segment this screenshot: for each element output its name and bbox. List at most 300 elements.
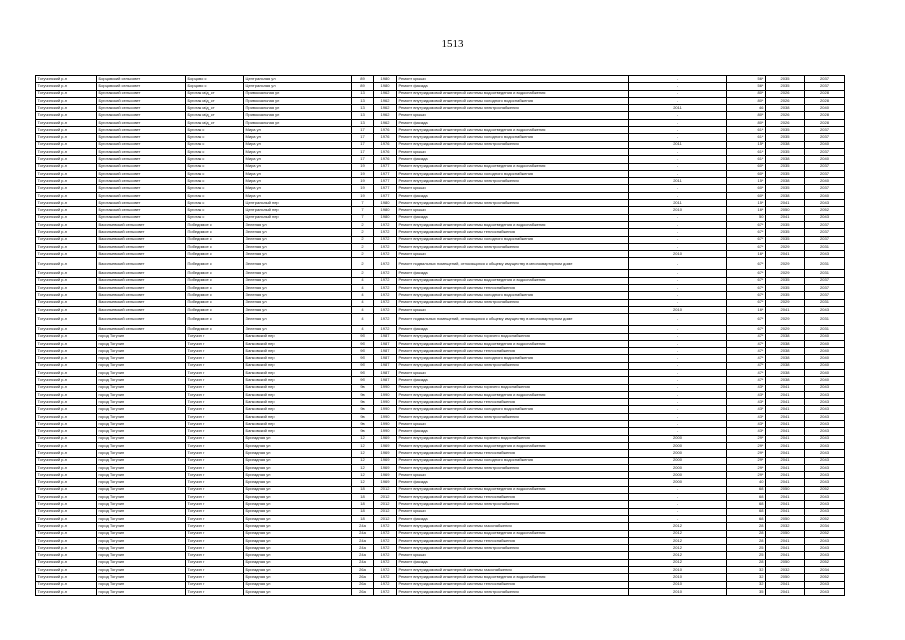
municipality-cell: город Тогучин <box>97 472 186 479</box>
house-number-cell: 7 <box>352 207 374 214</box>
plan-start-cell: 2035 <box>766 292 805 299</box>
year-built-cell: 1980 <box>374 207 397 214</box>
settlement-cell: Буготак с <box>186 185 244 192</box>
plan-start-cell: 2041 <box>766 251 805 258</box>
last-repair-year-cell: 2011 <box>629 105 727 112</box>
settlement-cell: Тогучин г <box>186 486 244 493</box>
last-repair-year-cell: - <box>629 486 727 493</box>
plan-start-cell: 2032 <box>766 523 805 530</box>
table-row <box>36 406 845 413</box>
wear-percent-cell: 43* <box>727 421 766 428</box>
plan-end-cell: 2043 <box>805 384 845 391</box>
street-cell: Зеленая ул <box>244 306 352 313</box>
house-number-cell: 24а <box>352 537 374 544</box>
house-number-cell: 12 <box>352 464 374 471</box>
table-row <box>36 105 845 112</box>
last-repair-year-cell: - <box>629 170 727 177</box>
wear-percent-cell: 61* <box>727 148 766 155</box>
year-built-cell: 1962 <box>374 105 397 112</box>
municipality-cell: Буготакский сельсовет <box>97 90 186 97</box>
street-cell: Банковский пер <box>244 377 352 384</box>
last-repair-year-cell: - <box>629 377 727 384</box>
district-cell: Тогучинский р-н <box>36 435 97 442</box>
wear-percent-cell: 47* <box>727 355 766 362</box>
year-built-cell: 1976 <box>374 148 397 155</box>
street-cell: Зеленая ул <box>244 251 352 258</box>
municipality-cell: город Тогучин <box>97 530 186 537</box>
last-repair-year-cell: 2010 <box>629 574 727 581</box>
municipality-cell: Буготакский сельсовет <box>97 207 186 214</box>
settlement-cell: Буготак с <box>186 141 244 148</box>
plan-end-cell: 2043 <box>805 581 845 588</box>
district-cell: Тогучинский р-н <box>36 377 97 384</box>
municipality-cell: Васильевский сельсовет <box>97 221 186 228</box>
house-number-cell: 4 <box>352 306 374 313</box>
house-number-cell: 24а <box>352 523 374 530</box>
wear-percent-cell: 16* <box>727 207 766 214</box>
plan-end-cell: 2040 <box>805 377 845 384</box>
district-cell: Тогучинский р-н <box>36 258 97 270</box>
settlement-cell: Тогучин г <box>186 384 244 391</box>
house-number-cell: 12 <box>352 457 374 464</box>
year-built-cell: 1962 <box>374 119 397 126</box>
district-cell: Тогучинский р-н <box>36 406 97 413</box>
plan-start-cell: 2038 <box>766 192 805 199</box>
municipality-cell: город Тогучин <box>97 450 186 457</box>
last-repair-year-cell: - <box>629 277 727 284</box>
municipality-cell: Васильевский сельсовет <box>97 277 186 284</box>
plan-start-cell: 2038 <box>766 105 805 112</box>
municipality-cell: Буготакский сельсовет <box>97 192 186 199</box>
house-number-cell: 9б <box>352 362 374 369</box>
municipality-cell: Буготакский сельсовет <box>97 97 186 104</box>
settlement-cell: Тогучин г <box>186 472 244 479</box>
settlement-cell: Тогучин г <box>186 421 244 428</box>
year-built-cell: 1987 <box>374 355 397 362</box>
year-built-cell: 1987 <box>374 362 397 369</box>
plan-start-cell: 2026 <box>766 119 805 126</box>
settlement-cell: Победимое с <box>186 299 244 306</box>
municipality-cell: город Тогучин <box>97 413 186 420</box>
table-row <box>36 552 845 559</box>
table-row <box>36 581 845 588</box>
year-built-cell: 1977 <box>374 170 397 177</box>
wear-percent-cell: 50 <box>727 214 766 221</box>
table-row <box>36 457 845 464</box>
year-built-cell: 1972 <box>374 588 397 595</box>
work-type-cell: Ремонт внутридомовой инженерной системы горячего водоснабжения <box>397 435 629 442</box>
house-number-cell: 26а <box>352 588 374 595</box>
plan-start-cell: 2035 <box>766 76 805 83</box>
table-row <box>36 141 845 148</box>
table-row <box>36 588 845 595</box>
district-cell: Тогучинский р-н <box>36 229 97 236</box>
settlement-cell: Победимое с <box>186 270 244 277</box>
street-cell: Банковский пер <box>244 413 352 420</box>
work-type-cell: Ремонт внутридомовой инженерной системы электроснабжения <box>397 588 629 595</box>
plan-end-cell: 2040 <box>805 105 845 112</box>
plan-end-cell: 2043 <box>805 214 845 221</box>
last-repair-year-cell: 2000 <box>629 472 727 479</box>
district-cell: Тогучинский р-н <box>36 457 97 464</box>
table-row <box>36 292 845 299</box>
table-row <box>36 314 845 326</box>
plan-start-cell: 2041 <box>766 450 805 457</box>
table-row <box>36 178 845 185</box>
house-number-cell: 17 <box>352 134 374 141</box>
table-row <box>36 251 845 258</box>
wear-percent-cell: 47* <box>727 340 766 347</box>
wear-percent-cell: 28 <box>727 537 766 544</box>
work-type-cell: Ремонт внутридомовой инженерной системы водоотведения и водоснабжения <box>397 486 629 493</box>
work-type-cell: Ремонт крыши <box>397 112 629 119</box>
last-repair-year-cell: - <box>629 192 727 199</box>
district-cell: Тогучинский р-н <box>36 348 97 355</box>
work-type-cell: Ремонт внутридомовой инженерной системы холодного водоснабжения <box>397 406 629 413</box>
year-built-cell: 1990 <box>374 428 397 435</box>
plan-end-cell: 2052 <box>805 207 845 214</box>
last-repair-year-cell: - <box>629 384 727 391</box>
district-cell: Тогучинский р-н <box>36 314 97 326</box>
plan-start-cell: 2041 <box>766 588 805 595</box>
house-number-cell: 2 <box>352 243 374 250</box>
table-row <box>36 369 845 376</box>
house-number-cell: 9б <box>352 348 374 355</box>
work-type-cell: Ремонт внутридомовой инженерной системы электроснабжения <box>397 362 629 369</box>
settlement-cell: Тогучин г <box>186 552 244 559</box>
street-cell: Зеленая ул <box>244 243 352 250</box>
plan-start-cell: 2041 <box>766 552 805 559</box>
wear-percent-cell: 43* <box>727 391 766 398</box>
work-type-cell: Ремонт внутридомовой инженерной системы электроснабжения <box>397 200 629 207</box>
house-number-cell: 9в <box>352 384 374 391</box>
year-built-cell: 1976 <box>374 127 397 134</box>
last-repair-year-cell: 2010 <box>629 588 727 595</box>
municipality-cell: город Тогучин <box>97 523 186 530</box>
last-repair-year-cell: - <box>629 355 727 362</box>
house-number-cell: 2 <box>352 258 374 270</box>
district-cell: Тогучинский р-н <box>36 552 97 559</box>
house-number-cell: 18 <box>352 501 374 508</box>
municipality-cell: Буготакский сельсовет <box>97 148 186 155</box>
year-built-cell: 1969 <box>374 457 397 464</box>
wear-percent-cell: 67* <box>727 299 766 306</box>
house-number-cell: 13 <box>352 105 374 112</box>
municipality-cell: город Тогучин <box>97 464 186 471</box>
district-cell: Тогучинский р-н <box>36 105 97 112</box>
last-repair-year-cell: - <box>629 362 727 369</box>
last-repair-year-cell: - <box>629 494 727 501</box>
municipality-cell: Буготакский сельсовет <box>97 134 186 141</box>
municipality-cell: Буготакский сельсовет <box>97 119 186 126</box>
settlement-cell: Победимое с <box>186 221 244 228</box>
municipality-cell: город Тогучин <box>97 340 186 347</box>
work-type-cell: Ремонт внутридомовой инженерной системы теплоснабжения <box>397 537 629 544</box>
plan-end-cell: 2043 <box>805 399 845 406</box>
municipality-cell: город Тогучин <box>97 391 186 398</box>
settlement-cell: Тогучин г <box>186 515 244 522</box>
work-type-cell: Ремонт фасада <box>397 479 629 486</box>
plan-end-cell: 2028 <box>805 119 845 126</box>
settlement-cell: Борцово с <box>186 76 244 83</box>
work-type-cell: Ремонт внутридомовой инженерной системы теплоснабжения <box>397 348 629 355</box>
plan-start-cell: 2041 <box>766 428 805 435</box>
district-cell: Тогучинский р-н <box>36 299 97 306</box>
plan-end-cell: 2040 <box>805 362 845 369</box>
district-cell: Тогучинский р-н <box>36 119 97 126</box>
year-built-cell: 2012 <box>374 515 397 522</box>
house-number-cell: 9в <box>352 399 374 406</box>
wear-percent-cell: 67* <box>727 236 766 243</box>
last-repair-year-cell: - <box>629 127 727 134</box>
municipality-cell: Васильевский сельсовет <box>97 258 186 270</box>
house-number-cell: 89 <box>352 76 374 83</box>
municipality-cell: город Тогучин <box>97 399 186 406</box>
settlement-cell: Тогучин г <box>186 391 244 398</box>
settlement-cell: Тогучин г <box>186 545 244 552</box>
plan-end-cell: 2031 <box>805 326 845 333</box>
table-row <box>36 156 845 163</box>
plan-start-cell: 2041 <box>766 435 805 442</box>
district-cell: Тогучинский р-н <box>36 270 97 277</box>
settlement-cell: Тогучин г <box>186 530 244 537</box>
plan-start-cell: 2035 <box>766 277 805 284</box>
plan-start-cell: 2041 <box>766 501 805 508</box>
wear-percent-cell: 29* <box>727 435 766 442</box>
wear-percent-cell: 60* <box>727 185 766 192</box>
plan-start-cell: 2050 <box>766 515 805 522</box>
year-built-cell: 1969 <box>374 479 397 486</box>
last-repair-year-cell: - <box>629 236 727 243</box>
district-cell: Тогучинский р-н <box>36 214 97 221</box>
plan-start-cell: 2038 <box>766 348 805 355</box>
plan-start-cell: 2050 <box>766 486 805 493</box>
wear-percent-cell: 28 <box>727 530 766 537</box>
work-type-cell: Ремонт внутридомовой инженерной системы водоотведения и водоснабжения <box>397 90 629 97</box>
house-number-cell: 9в <box>352 406 374 413</box>
plan-start-cell: 2041 <box>766 214 805 221</box>
table-row <box>36 348 845 355</box>
wear-percent-cell: 68 <box>727 501 766 508</box>
street-cell: Мира ул <box>244 141 352 148</box>
last-repair-year-cell: 2000 <box>629 457 727 464</box>
district-cell: Тогучинский р-н <box>36 588 97 595</box>
wear-percent-cell: 67* <box>727 285 766 292</box>
year-built-cell: 1972 <box>374 221 397 228</box>
last-repair-year-cell: - <box>629 229 727 236</box>
wear-percent-cell: 67* <box>727 326 766 333</box>
district-cell: Тогучинский р-н <box>36 450 97 457</box>
municipality-cell: город Тогучин <box>97 362 186 369</box>
work-type-cell: Ремонт внутридомовой инженерной системы водоотведения и водоснабжения <box>397 391 629 398</box>
plan-end-cell: 2043 <box>805 464 845 471</box>
municipality-cell: Буготакский сельсовет <box>97 112 186 119</box>
table-row <box>36 545 845 552</box>
house-number-cell: 18 <box>352 515 374 522</box>
municipality-cell: город Тогучин <box>97 442 186 449</box>
table-row <box>36 435 845 442</box>
municipality-cell: город Тогучин <box>97 479 186 486</box>
year-built-cell: 1990 <box>374 384 397 391</box>
year-built-cell: 1980 <box>374 214 397 221</box>
settlement-cell: Тогучин г <box>186 523 244 530</box>
settlement-cell: Победимое с <box>186 314 244 326</box>
wear-percent-cell: 56* <box>727 83 766 90</box>
street-cell: Зеленая ул <box>244 299 352 306</box>
year-built-cell: 1962 <box>374 90 397 97</box>
house-number-cell: 17 <box>352 156 374 163</box>
district-cell: Тогучинский р-н <box>36 185 97 192</box>
municipality-cell: Васильевский сельсовет <box>97 270 186 277</box>
last-repair-year-cell: 2000 <box>629 435 727 442</box>
year-built-cell: 1962 <box>374 112 397 119</box>
district-cell: Тогучинский р-н <box>36 200 97 207</box>
street-cell: Банковский пер <box>244 421 352 428</box>
house-number-cell: 17 <box>352 141 374 148</box>
wear-percent-cell: 67* <box>727 270 766 277</box>
table-row <box>36 163 845 170</box>
settlement-cell: Тогучин г <box>186 581 244 588</box>
house-number-cell: 17 <box>352 127 374 134</box>
district-cell: Тогучинский р-н <box>36 391 97 398</box>
year-built-cell: 1972 <box>374 285 397 292</box>
plan-end-cell: 2043 <box>805 457 845 464</box>
work-type-cell: Ремонт крыши <box>397 306 629 313</box>
settlement-cell: Тогучин г <box>186 340 244 347</box>
plan-end-cell: 2028 <box>805 112 845 119</box>
settlement-cell: Тогучин г <box>186 479 244 486</box>
wear-percent-cell: 68 <box>727 515 766 522</box>
settlement-cell: Тогучин г <box>186 494 244 501</box>
plan-start-cell: 2035 <box>766 236 805 243</box>
house-number-cell: 9в <box>352 391 374 398</box>
table-row <box>36 236 845 243</box>
plan-start-cell: 2041 <box>766 413 805 420</box>
plan-end-cell: 2040 <box>805 141 845 148</box>
district-cell: Тогучинский р-н <box>36 236 97 243</box>
plan-end-cell: 2037 <box>805 221 845 228</box>
municipality-cell: город Тогучин <box>97 588 186 595</box>
year-built-cell: 1980 <box>374 76 397 83</box>
district-cell: Тогучинский р-н <box>36 530 97 537</box>
street-cell: Мира ул <box>244 148 352 155</box>
work-type-cell: Ремонт внутридомовой инженерной системы газоснабжения <box>397 523 629 530</box>
plan-end-cell: 2040 <box>805 355 845 362</box>
plan-start-cell: 2038 <box>766 333 805 340</box>
wear-percent-cell: 43* <box>727 399 766 406</box>
municipality-cell: город Тогучин <box>97 559 186 566</box>
street-cell: Бригадная ул <box>244 574 352 581</box>
table-row <box>36 83 845 90</box>
district-cell: Тогучинский р-н <box>36 494 97 501</box>
last-repair-year-cell: - <box>629 299 727 306</box>
last-repair-year-cell: 2000 <box>629 450 727 457</box>
table-row <box>36 574 845 581</box>
plan-start-cell: 2029 <box>766 243 805 250</box>
work-type-cell: Ремонт внутридомовой инженерной системы холодного водоснабжения <box>397 457 629 464</box>
last-repair-year-cell: - <box>629 391 727 398</box>
plan-end-cell: 2052 <box>805 559 845 566</box>
year-built-cell: 2012 <box>374 508 397 515</box>
street-cell: Зеленая ул <box>244 221 352 228</box>
municipality-cell: Буготакский сельсовет <box>97 214 186 221</box>
house-number-cell: 24а <box>352 552 374 559</box>
work-type-cell: Ремонт внутридомовой инженерной системы холодного водоснабжения <box>397 292 629 299</box>
last-repair-year-cell: 2000 <box>629 464 727 471</box>
last-repair-year-cell: - <box>629 97 727 104</box>
year-built-cell: 1990 <box>374 421 397 428</box>
year-built-cell: 1972 <box>374 567 397 574</box>
last-repair-year-cell: - <box>629 134 727 141</box>
municipality-cell: Борцовский сельсовет <box>97 83 186 90</box>
district-cell: Тогучинский р-н <box>36 292 97 299</box>
year-built-cell: 1969 <box>374 435 397 442</box>
plan-start-cell: 2035 <box>766 163 805 170</box>
house-number-cell: 9б <box>352 369 374 376</box>
work-type-cell: Ремонт внутридомовой инженерной системы электроснабжения <box>397 501 629 508</box>
wear-percent-cell: 67* <box>727 229 766 236</box>
last-repair-year-cell: - <box>629 258 727 270</box>
street-cell: Центральный пер <box>244 214 352 221</box>
plan-end-cell: 2043 <box>805 588 845 595</box>
work-type-cell: Ремонт внутридомовой инженерной системы электроснабжения <box>397 545 629 552</box>
last-repair-year-cell: - <box>629 243 727 250</box>
settlement-cell: Тогучин г <box>186 333 244 340</box>
year-built-cell: 1976 <box>374 156 397 163</box>
work-type-cell: Ремонт внутридомовой инженерной системы горячего водоснабжения <box>397 384 629 391</box>
house-number-cell: 9б <box>352 340 374 347</box>
plan-end-cell: 2043 <box>805 435 845 442</box>
last-repair-year-cell: - <box>629 413 727 420</box>
plan-start-cell: 2035 <box>766 83 805 90</box>
plan-start-cell: 2029 <box>766 270 805 277</box>
table-row <box>36 326 845 333</box>
house-number-cell: 89 <box>352 83 374 90</box>
work-type-cell: Ремонт внутридомовой инженерной системы водоотведения и водоснабжения <box>397 127 629 134</box>
plan-start-cell: 2041 <box>766 306 805 313</box>
plan-start-cell: 2050 <box>766 207 805 214</box>
plan-end-cell: 2043 <box>805 472 845 479</box>
street-cell: Бригадная ул <box>244 486 352 493</box>
work-type-cell: Ремонт внутридомовой инженерной системы водоотведения и водоснабжения <box>397 163 629 170</box>
street-cell: Бригадная ул <box>244 442 352 449</box>
wear-percent-cell: 15* <box>727 178 766 185</box>
district-cell: Тогучинский р-н <box>36 340 97 347</box>
last-repair-year-cell: 2012 <box>629 545 727 552</box>
plan-end-cell: 2037 <box>805 148 845 155</box>
plan-end-cell: 2034 <box>805 567 845 574</box>
municipality-cell: город Тогучин <box>97 377 186 384</box>
plan-start-cell: 2035 <box>766 170 805 177</box>
last-repair-year-cell: 2012 <box>629 523 727 530</box>
street-cell: Центральный пер <box>244 200 352 207</box>
street-cell: Центральная ул <box>244 76 352 83</box>
district-cell: Тогучинский р-н <box>36 76 97 83</box>
district-cell: Тогучинский р-н <box>36 148 97 155</box>
municipality-cell: город Тогучин <box>97 333 186 340</box>
wear-percent-cell: 16* <box>727 251 766 258</box>
house-number-cell: 9б <box>352 333 374 340</box>
settlement-cell: Тогучин г <box>186 348 244 355</box>
last-repair-year-cell: - <box>629 369 727 376</box>
house-number-cell: 4 <box>352 326 374 333</box>
street-cell: Мира ул <box>244 185 352 192</box>
plan-end-cell: 2040 <box>805 178 845 185</box>
table-row <box>36 119 845 126</box>
work-type-cell: Ремонт фасада <box>397 428 629 435</box>
street-cell: Зеленая ул <box>244 326 352 333</box>
year-built-cell: 1972 <box>374 292 397 299</box>
